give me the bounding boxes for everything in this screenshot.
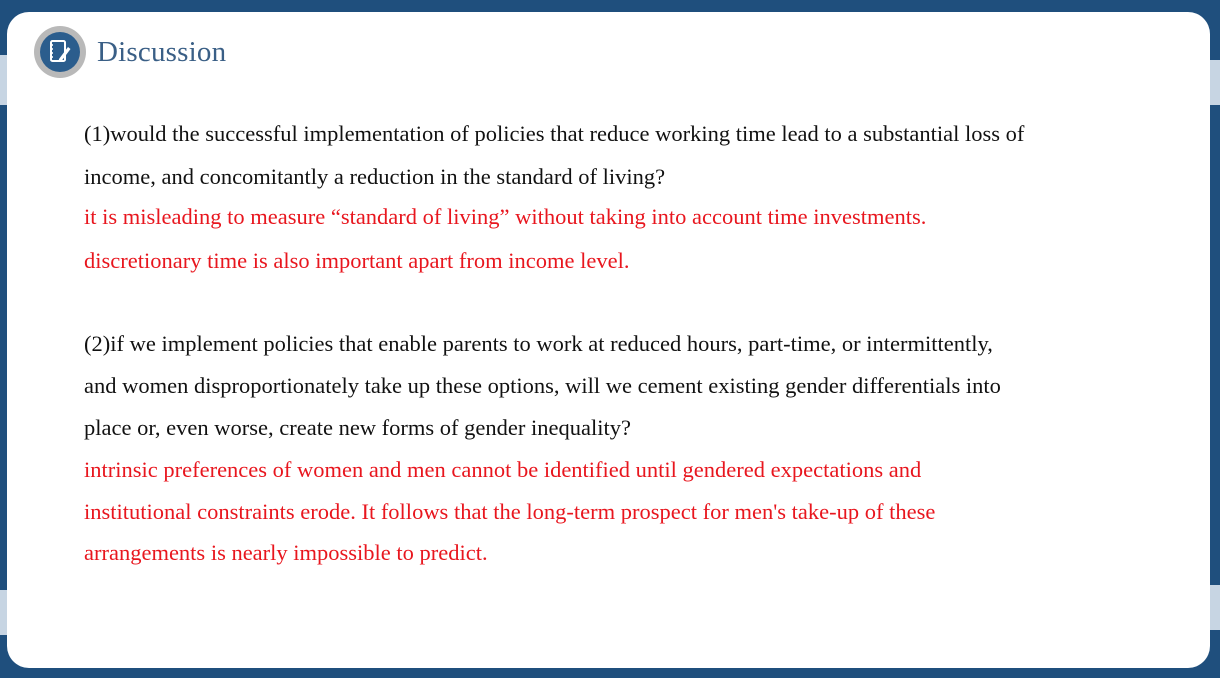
answer-1-line: discretionary time is also important apart from income level.	[84, 248, 630, 273]
answer-2-line: intrinsic preferences of women and men cannot be identified until gendered expectations and	[84, 457, 922, 482]
question-2-line: and women disproportionately take up these options, will we cement existing gender differentials into	[84, 373, 1001, 398]
slide-header	[34, 26, 226, 78]
question-2-line: (2)if we implement policies that enable parents to work at reduced hours, part-time, or intermittently,	[84, 331, 993, 356]
answer-2-line: institutional constraints erode. It follows that the long-term prospect for men's take-up of these	[84, 499, 936, 524]
answer-2-line: arrangements is nearly impossible to predict.	[84, 540, 488, 565]
question-1-line: income, and concomitantly a reduction in the standard of living?	[84, 164, 666, 189]
page-title: Discussion	[97, 35, 227, 68]
notebook-pen-icon	[34, 26, 86, 78]
question-2-line: place or, even worse, create new forms of gender inequality?	[84, 415, 631, 440]
question-1-line: (1)would the successful implementation of policies that reduce working time lead to a substantial loss of	[84, 121, 1025, 146]
answer-1-line: it is misleading to measure “standard of living” without taking into account time investments.	[84, 204, 927, 229]
slide-card	[7, 12, 1210, 668]
